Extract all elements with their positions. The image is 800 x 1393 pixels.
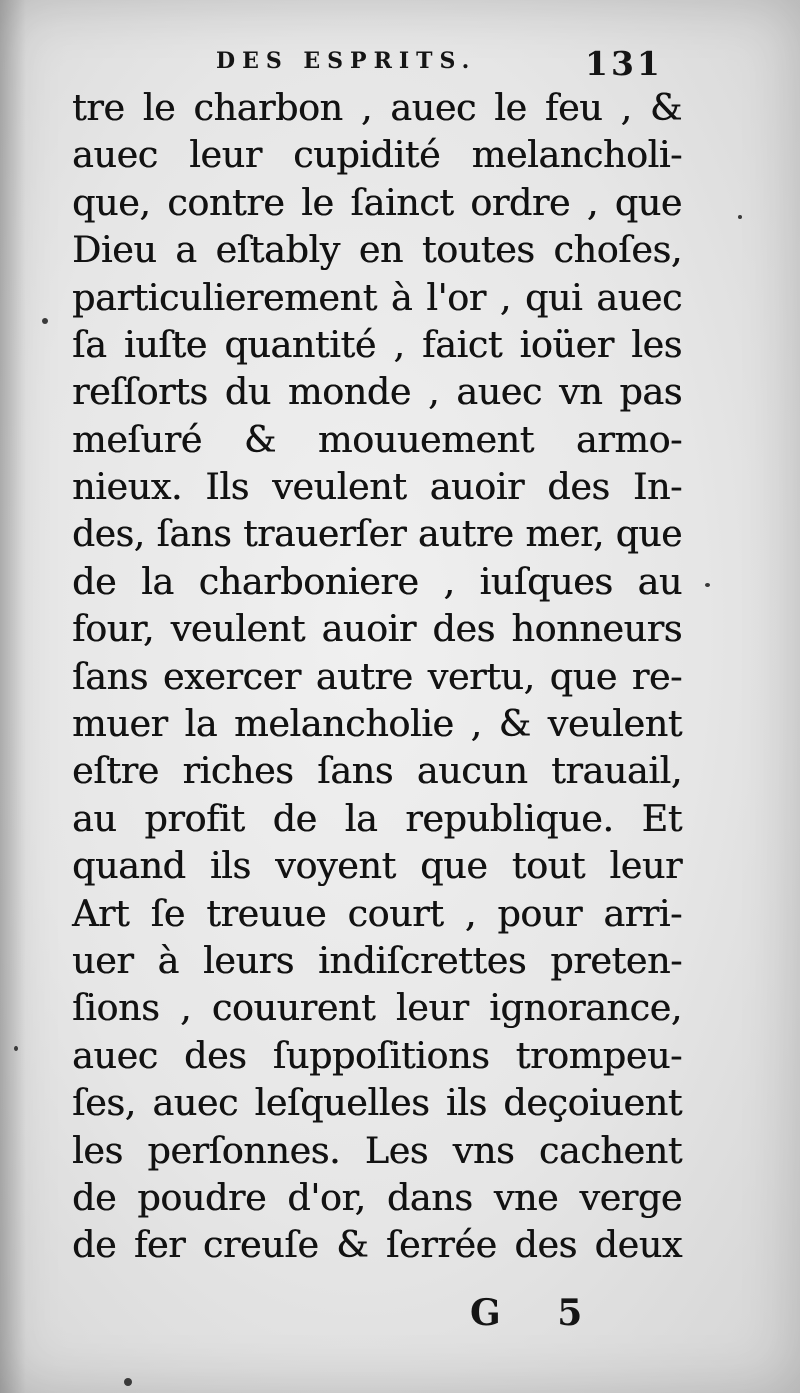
text-line: que, contre le ſainct ordre , que — [72, 180, 682, 224]
ink-speck — [738, 215, 742, 219]
spine-shadow — [0, 0, 26, 1393]
text-line: Art ſe treuue court , pour arri- — [72, 891, 682, 935]
text-line: eſtre riches ſans aucun trauail, — [72, 749, 682, 793]
text-line: auec leur cupidité melancholi- — [72, 133, 682, 177]
text-line: ſions , couurent leur ignorance, — [72, 986, 682, 1030]
text-line: ſa iuſte quantité , faict ioüer les — [72, 322, 682, 366]
text-line: particulierement à l'or , qui auec — [72, 275, 682, 319]
body-text — [72, 84, 682, 1269]
text-line: nieux. Ils veulent auoir des In- — [72, 465, 682, 509]
ink-speck — [14, 1046, 18, 1051]
page-number: 131 — [585, 44, 663, 83]
text-line: uer à leurs indiſcrettes preten- — [72, 939, 682, 983]
text-line: auec des ſuppoſitions trompeu- — [72, 1033, 682, 1077]
running-head — [0, 44, 800, 84]
text-line: four, veulent auoir des honneurs — [72, 607, 682, 651]
text-line: quand ils voyent que tout leur — [72, 844, 682, 888]
ink-speck — [124, 1378, 132, 1386]
text-line: des, ſans trauerſer autre mer, que — [72, 513, 682, 555]
text-line: muer la melancholie , & veulent — [72, 702, 682, 746]
text-line: de fer creuſe & ſerrée des deux — [72, 1223, 682, 1267]
text-line: les perſonnes. Les vns cachent — [72, 1128, 682, 1172]
text-line: ſans exercer autre vertu, que re- — [72, 654, 682, 698]
text-line: de la charboniere , iuſques au — [72, 559, 682, 603]
text-line: ſes, auec leſquelles ils deçoiuent — [72, 1081, 682, 1125]
text-line: Dieu a eſtably en toutes choſes, — [72, 228, 682, 272]
text-line: au profit de la republique. Et — [72, 796, 682, 840]
signature-mark: G 5 — [470, 1292, 605, 1334]
ink-speck — [705, 583, 710, 587]
text-line: tre le charbon , auec le feu , & — [72, 86, 682, 129]
ink-speck — [42, 318, 48, 324]
running-title: DES ESPRITS. — [216, 48, 477, 74]
text-line: meſuré & mouuement armo- — [72, 417, 682, 461]
text-line: de poudre d'or, dans vne verge — [72, 1175, 682, 1219]
text-line: reſſorts du monde , auec vn pas — [72, 370, 682, 414]
